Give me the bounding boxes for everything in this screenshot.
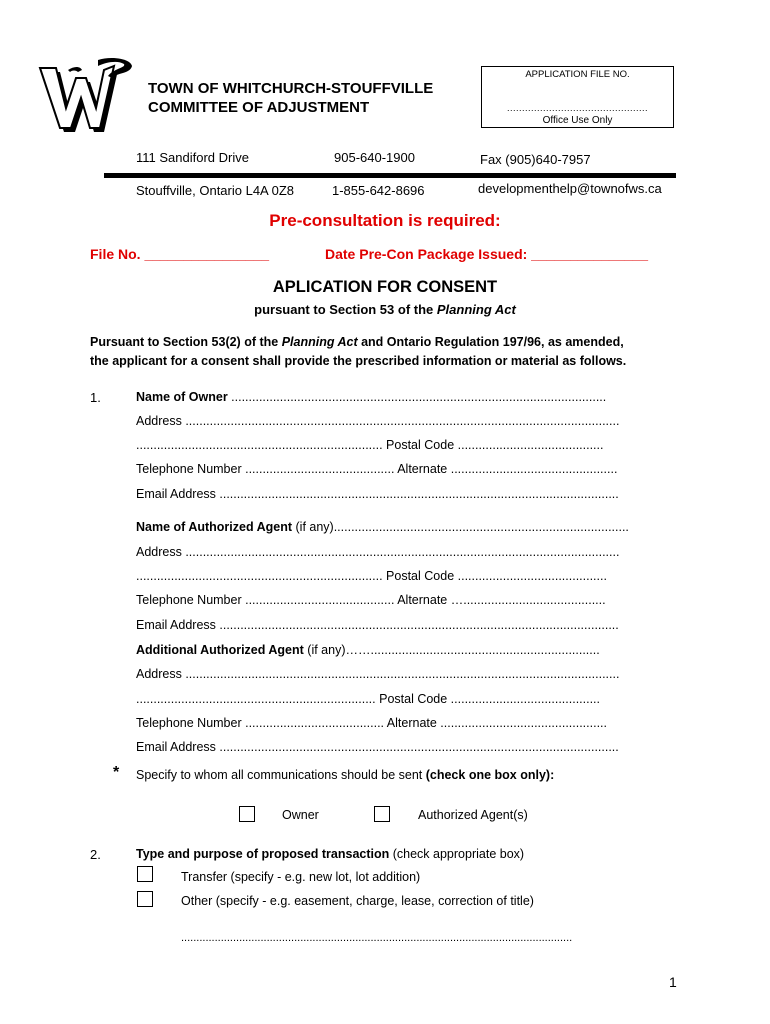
file-no-field[interactable]: File No. ________________ [90,246,270,262]
subtitle-act: Planning Act [436,302,516,317]
other-checkbox[interactable] [137,891,153,907]
email-link[interactable]: developmenthelp@townofws.ca [478,181,662,196]
add-agent-phone-field[interactable]: Telephone Number ........................................ Alternate ................................................ [136,716,607,730]
add-agent-name-field[interactable] [136,643,600,657]
section1-number: 1. [90,390,101,405]
town-logo-w [38,56,138,136]
agent-postal-field[interactable]: ....................................................................... Postal Code ........................................... [136,569,607,583]
transaction-label: Type and purpose of proposed transaction [136,847,390,861]
address-line2: Stouffville, Ontario L4A 0Z8 [136,183,295,198]
transfer-checkbox[interactable] [137,866,153,882]
section2-number: 2. [90,847,101,862]
agent-checkbox[interactable] [374,806,390,822]
form-title: APLICATION FOR CONSENT [272,278,498,296]
agent-name-label: Name of Authorized Agent [136,520,293,534]
intro-text-a: Pursuant to Section 53(2) of the [90,335,282,349]
fax-number: Fax (905)640-7957 [480,152,591,167]
transaction-note: (check appropriate box) [389,847,525,861]
address-line1: 111 Sandiford Drive [136,150,249,165]
other-option-label: Other (specify - e.g. easement, charge, lease, correction of title) [181,894,534,908]
add-agent-email-field[interactable]: Email Address ................................................................................................................... [136,740,619,754]
agent-name-dots: (if any)..................................................................................... [292,520,629,534]
app-file-field[interactable]: ............................................... [506,103,649,113]
owner-postal-field[interactable]: ....................................................................... Postal Code .......................................... [136,438,604,452]
owner-email-field[interactable]: Email Address ................................................................................................................... [136,487,619,501]
header-divider [104,173,676,178]
agent-phone-field[interactable]: Telephone Number ........................................... Alternate …......................................... [136,593,606,607]
owner-checkbox[interactable] [239,806,255,822]
intro-line2: the applicant for a consent shall provide the prescribed information or material as follows. [90,354,627,368]
office-use-label: Office Use Only [542,115,613,126]
owner-address-field[interactable]: Address ............................................................................................................................. [136,414,620,428]
intro-text-b: and Ontario Regulation 197/96, as amended, [357,335,624,349]
committee-title [148,79,433,117]
communications-text: Specify to whom all communications should be sent [136,768,426,782]
committee-name: COMMITTEE OF ADJUSTMENT [148,99,370,116]
phone-main: 905-640-1900 [334,150,415,165]
add-agent-dots: (if any)…….................................................................. [303,643,600,657]
app-file-label: APPLICATION FILE NO. [525,69,630,80]
intro-act: Planning Act [281,335,358,349]
application-file-box [481,66,674,128]
communications-instruction [136,768,554,782]
agent-option-label: Authorized Agent(s) [418,808,528,822]
add-agent-label: Additional Authorized Agent [136,643,304,657]
org-name: TOWN OF WHITCHURCH-STOUFFVILLE [148,80,434,97]
owner-name-dots: ............................................................................................................ [227,390,607,404]
phone-tollfree: 1-855-642-8696 [332,183,425,198]
asterisk-marker: * [113,764,120,781]
transaction-heading [136,847,524,861]
add-agent-address-field[interactable]: Address ............................................................................................................................. [136,667,620,681]
agent-name-field[interactable] [136,520,629,534]
preconsult-notice: Pre-consultation is required: [269,211,501,230]
subtitle-text: pursuant to Section 53 of the [254,302,437,317]
transaction-details-field[interactable]: ................................................................................................................................ [181,932,573,944]
transfer-option-label: Transfer (specify - e.g. new lot, lot addition) [181,870,421,884]
agent-address-field[interactable]: Address ............................................................................................................................. [136,545,620,559]
precon-date-field[interactable]: Date Pre-Con Package Issued: _______________ [325,246,648,262]
owner-option-label: Owner [282,808,319,822]
intro-line1 [90,335,624,349]
page-number: 1 [669,974,677,990]
form-subtitle [0,302,770,317]
owner-name-label: Name of Owner [136,390,228,404]
owner-phone-field[interactable]: Telephone Number ........................................... Alternate ................................................ [136,462,618,476]
agent-email-field[interactable]: Email Address ................................................................................................................... [136,618,619,632]
owner-name-field[interactable] [136,390,606,404]
communications-note: (check one box only): [425,768,555,782]
add-agent-postal-field[interactable]: ..................................................................... Postal Code ........................................... [136,692,601,706]
